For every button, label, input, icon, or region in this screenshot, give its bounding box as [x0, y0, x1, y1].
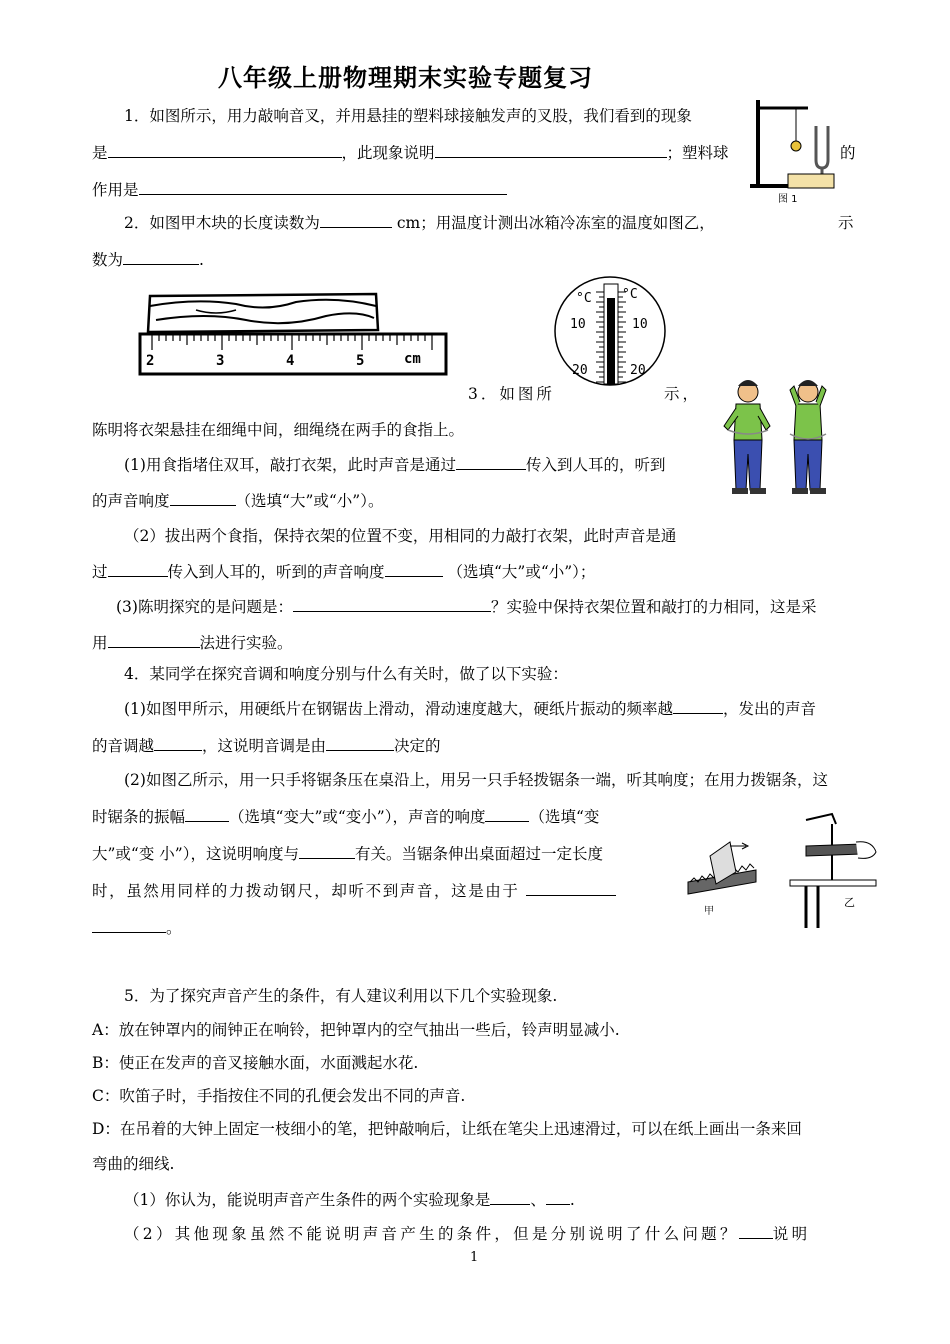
thermo-20-right: 20 — [630, 363, 646, 378]
saw-figure — [686, 810, 880, 932]
q1-text-de: 的 — [840, 144, 856, 162]
q4-text: 时，虽然用同样的力拨动钢尺，却听不到声音，这是由于 — [92, 882, 520, 900]
q4-text: 大”或“变 小”），这说明响度与 — [92, 845, 299, 863]
q4-blank-pitch[interactable] — [154, 736, 202, 751]
q1-line2 — [92, 141, 729, 163]
thermo-10-left: 10 — [570, 317, 586, 332]
q3-blank-question[interactable] — [293, 597, 491, 612]
ruler-unit: cm — [404, 351, 421, 367]
q1-text: ；塑料球 — [666, 144, 729, 162]
q1-line3 — [92, 178, 507, 200]
page-title: 八年级上册物理期末实验专题复习 — [218, 64, 593, 92]
q4-line1: 4．某同学在探究音调和响度分别与什么有关时，做了以下实验： — [124, 665, 568, 683]
q4-text: ，发出的声音 — [722, 700, 816, 718]
q4-part2: (2)如图乙所示，用一只手将锯条压在桌沿上，用另一只手轻拨锯条一端，听其响度；在用力拨锯条，这 — [124, 771, 828, 789]
q2-text: 数为 — [92, 251, 124, 269]
q5-sub1 — [124, 1188, 575, 1210]
q1-line1: 1．如图所示，用力敲响音叉，并用悬挂的塑料球接触发声的叉股，我们看到的现象 — [124, 107, 692, 125]
ruler-tick-label-5: 5 — [356, 353, 365, 369]
q1-text: 是 — [92, 144, 108, 162]
q3-line2: 陈明将衣架悬挂在细绳中间，细绳绕在两手的食指上。 — [92, 421, 465, 439]
q3-part3 — [116, 595, 816, 617]
q3-text: 的声音响度 — [92, 492, 170, 510]
q4-text: (1)如图甲所示，用硬纸片在钢锯齿上滑动，滑动速度越大，硬纸片振动的频率越 — [124, 700, 673, 718]
q3-text: ？实验中保持衣架位置和敲打的力相同，这是采 — [490, 598, 817, 616]
q3-blank-loudness1[interactable] — [170, 491, 236, 506]
q5-option-a: A：放在钟罩内的闹钟正在响铃，把钟罩内的空气抽出一些后，铃声明显减小. — [92, 1021, 620, 1039]
q3-blank-medium2[interactable] — [108, 562, 168, 577]
q3-blank-medium1[interactable] — [456, 455, 526, 470]
q3-text: （选填“大”或“小”）； — [447, 563, 596, 581]
q5-text: （2）其他现象虽然不能说明声音产生的条件，但是分别说明了什么问题？ — [124, 1225, 739, 1243]
q2-text-shi: 示 — [838, 214, 854, 232]
q5-sub2 — [124, 1222, 810, 1244]
q2-blank-length[interactable] — [320, 213, 392, 228]
thermo-10-right: 10 — [632, 317, 648, 332]
q4-part2b — [92, 805, 599, 827]
ruler-tick-label-3: 3 — [216, 353, 225, 369]
q5-text: . — [569, 1191, 575, 1209]
q3-blank-method[interactable] — [108, 633, 200, 648]
thermometer-figure — [552, 276, 668, 386]
q2-line1 — [124, 211, 715, 233]
q2-line2 — [92, 248, 204, 270]
q3-text: （选填“大”或“小”）。 — [235, 492, 384, 510]
q3-text: (3)陈明探究的是问题是： — [116, 598, 293, 616]
tuning-fork-figure — [748, 98, 844, 206]
q5-blank-3[interactable] — [739, 1224, 773, 1239]
q5-option-b: B：使正在发声的音叉接触水面，水面溅起水花. — [92, 1054, 419, 1072]
q4-blank-reason[interactable] — [526, 881, 616, 896]
q2-text: . — [199, 251, 204, 269]
q3-part2: （2）拔出两个食指，保持衣架的位置不变，用相同的力敲打衣架，此时声音是通 — [124, 527, 677, 545]
q1-blank-explain[interactable] — [435, 143, 667, 158]
q3-blank-loudness2[interactable] — [385, 562, 443, 577]
q4-part2c — [92, 842, 603, 864]
q5-line1: 5．为了探究声音产生的条件，有人建议利用以下几个实验现象. — [124, 987, 558, 1005]
q3-text: (1)用食指堵住双耳，敲打衣架，此时声音是通过 — [124, 456, 456, 474]
q4-text: （选填“变大”或“变小”），声音的响度 — [229, 808, 486, 826]
thermo-20-left: 20 — [572, 363, 588, 378]
q4-text: 有关。当锯条伸出桌面超过一定长度 — [354, 845, 603, 863]
q5-blank-2[interactable] — [546, 1190, 570, 1205]
boys-figure — [720, 374, 840, 504]
q2-text: cm；用温度计测出冰箱冷冻室的温度如图乙， — [396, 214, 715, 232]
q5-text: （1）你认为，能说明声音产生条件的两个实验现象是 — [124, 1191, 491, 1209]
q4-blank-reason-cont[interactable] — [92, 918, 166, 933]
q5-option-d1: D：在吊着的大钟上固定一枝细小的笔，把钟敲响后，让纸在笔尖上迅速滑过，可以在纸上画出一条来回 — [92, 1120, 802, 1138]
q4-blank-loudness[interactable] — [485, 807, 529, 822]
q5-text: 说明 — [772, 1225, 811, 1243]
q2-blank-temp[interactable] — [123, 250, 199, 265]
q4-part1b — [92, 734, 441, 756]
q4-blank-frequency[interactable] — [673, 699, 723, 714]
fig-label-yi: 乙 — [844, 896, 855, 909]
q4-blank-factor[interactable] — [299, 844, 355, 859]
ruler-tick-label-4: 4 — [286, 353, 295, 369]
q4-text: （选填“变 — [529, 808, 600, 826]
ruler-figure — [136, 290, 456, 380]
q4-text: 的音调越 — [92, 737, 155, 755]
q3-part3b — [92, 631, 293, 653]
q3-text: 用 — [92, 634, 108, 652]
q1-text: ，此现象说明 — [341, 144, 435, 162]
q4-blank-determinant[interactable] — [326, 736, 394, 751]
q4-part1 — [124, 697, 816, 719]
q5-blank-1[interactable] — [490, 1190, 530, 1205]
q3-text: 过 — [92, 563, 108, 581]
q3-text: 传入到人耳的，听到的声音响度 — [167, 563, 385, 581]
q3-part1 — [124, 453, 665, 475]
page-number: 1 — [470, 1250, 479, 1265]
q4-text: 时锯条的振幅 — [92, 808, 186, 826]
q5-option-c: C：吹笛子时，手指按住不同的孔便会发出不同的声音. — [92, 1087, 466, 1105]
q3-text: 法进行实验。 — [199, 634, 293, 652]
q4-part2e — [92, 916, 182, 938]
q3-text: 传入到人耳的，听到 — [525, 456, 666, 474]
fig1-label: 图 1 — [778, 194, 798, 205]
q4-text: 。 — [166, 919, 182, 937]
thermo-unit-left: °C — [576, 291, 592, 306]
q3-line1a: 3．如图所 — [468, 385, 555, 403]
q3-part1b — [92, 489, 383, 511]
q2-text: 2．如图甲木块的长度读数为 — [124, 214, 320, 232]
q1-blank-phenomenon[interactable] — [108, 143, 342, 158]
q4-part2d — [92, 879, 616, 901]
q1-blank-purpose[interactable] — [139, 180, 507, 195]
thermo-unit-right: °C — [622, 287, 638, 302]
q5-option-d2: 弯曲的细线. — [92, 1155, 175, 1173]
q3-part2b — [92, 560, 595, 582]
q4-blank-amplitude[interactable] — [185, 807, 229, 822]
fig-label-jia: 甲 — [704, 906, 714, 917]
q5-text: 、 — [530, 1191, 546, 1209]
q4-text: 决定的 — [394, 737, 441, 755]
ruler-tick-label-2: 2 — [146, 353, 155, 369]
q1-text: 作用是 — [92, 181, 139, 199]
q3-line1b: 示， — [664, 385, 702, 403]
q4-text: ，这说明音调是由 — [202, 737, 327, 755]
